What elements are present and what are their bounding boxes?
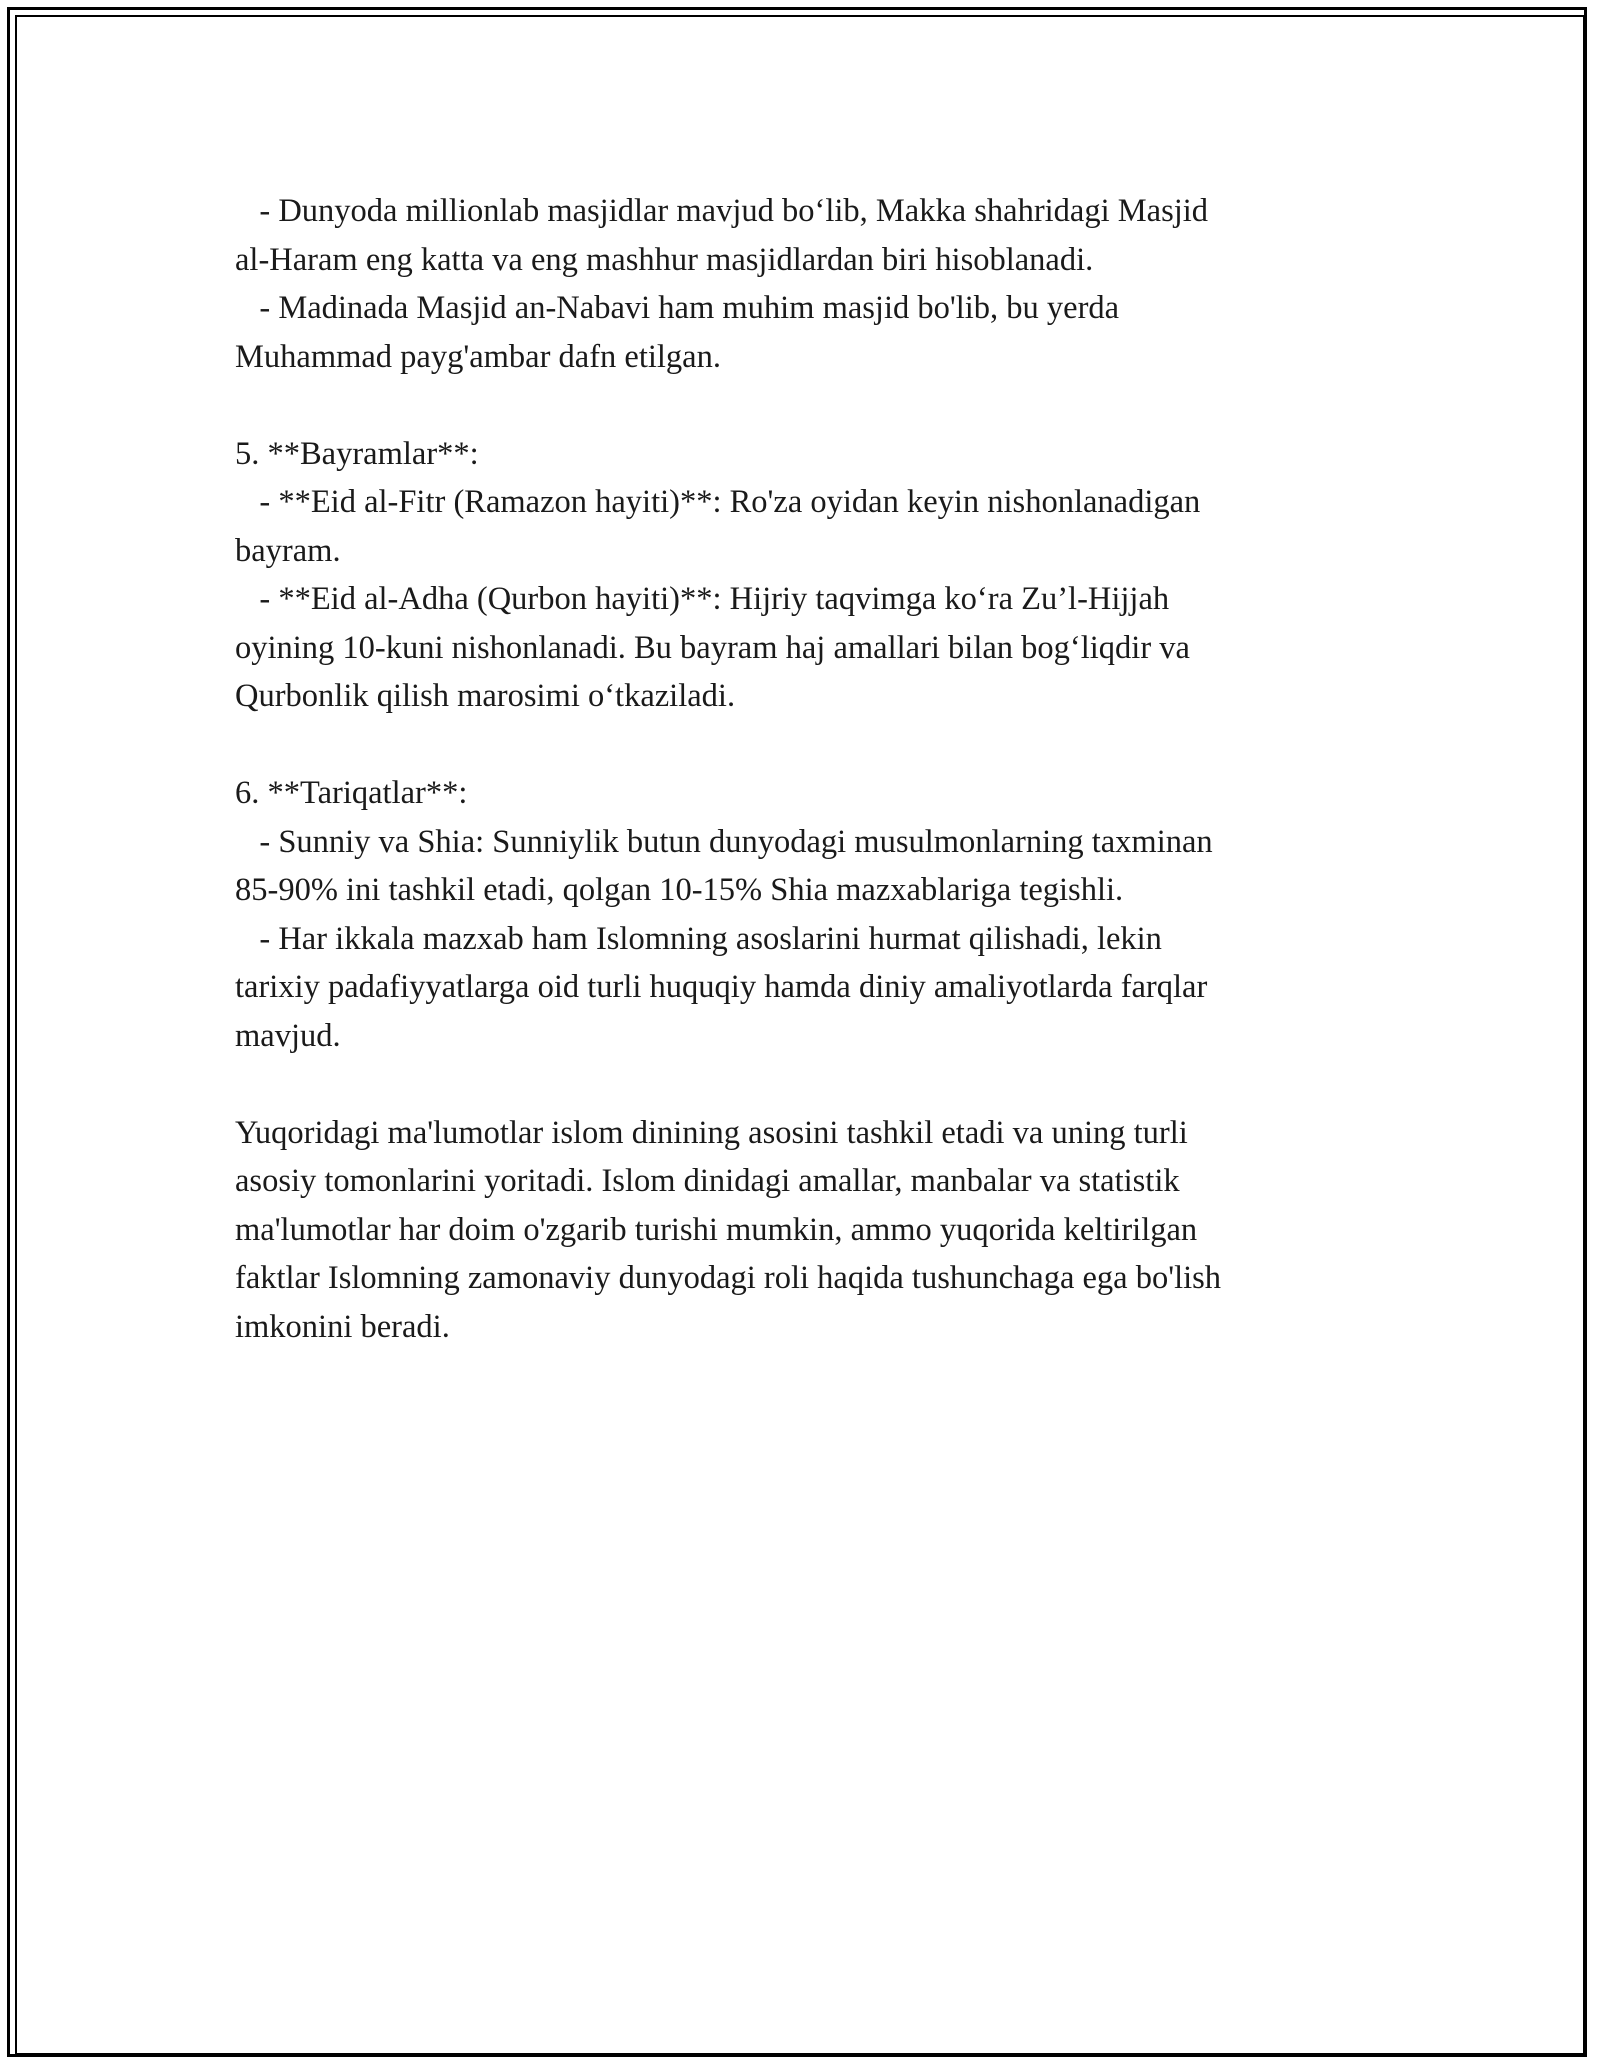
conclusion-paragraph [235, 1109, 1365, 1352]
paragraph-spacer [235, 721, 1365, 770]
text-line: - Sunniy va Shia: Sunniylik butun dunyodagi musulmonlarning taxminan [235, 823, 1213, 860]
text-line: tarixiy padafiyyatlarga oid turli huquqiy hamda diniy amaliyotlarda farqlar [235, 969, 1208, 1005]
text-line: - **Eid al-Adha (Qurbon hayiti)**: Hijriy taqvimga ko‘ra Zu’l-Hijjah [235, 581, 1170, 617]
text-line: - Madinada Masjid an-Nabavi ham muhim masjid bo'lib, bu yerda [235, 290, 1120, 326]
text-line: bayram. [235, 532, 341, 569]
text-line: oyining 10-kuni nishonlanadi. Bu bayram haj amallari bilan bog‘liqdir va [235, 629, 1190, 666]
text-line: Muhammad payg'ambar dafn etilgan. [235, 338, 721, 375]
text-line: al-Haram eng katta va eng mashhur masjidlardan biri hisoblanadi. [235, 241, 1094, 278]
text-line: imkonini beradi. [235, 1308, 450, 1345]
text-line: - **Eid al-Fitr (Ramazon hayiti)**: Ro'za oyidan keyin nishonlanadigan [235, 484, 1201, 520]
document-body [235, 187, 1365, 1351]
text-line: - Har ikkala mazxab ham Islomning asoslarini hurmat qilishadi, lekin [235, 920, 1162, 957]
paragraph-spacer [235, 1060, 1365, 1109]
text-line: Yuqoridagi ma'lumotlar islom dinining asosini tashkil etadi va uning turli [235, 1114, 1188, 1151]
section-5-bayramlar [235, 430, 1365, 721]
masjid-bullets-paragraph [235, 187, 1365, 381]
paragraph-spacer [235, 381, 1365, 430]
section-heading: 5. **Bayramlar**: [235, 435, 479, 472]
text-line: ma'lumotlar har doim o'zgarib turishi mumkin, ammo yuqorida keltirilgan [235, 1211, 1198, 1248]
text-line: mavjud. [235, 1017, 341, 1054]
section-6-tariqatlar [235, 769, 1365, 1060]
text-line: asosiy tomonlarini yoritadi. Islom dinidagi amallar, manbalar va statistik [235, 1163, 1180, 1199]
text-line: - Dunyoda millionlab masjidlar mavjud bo‘lib, Makka shahridagi Masjid [235, 193, 1209, 229]
text-line: Qurbonlik qilish marosimi o‘tkaziladi. [235, 678, 736, 714]
section-heading: 6. **Tariqatlar**: [235, 775, 468, 811]
text-line: 85-90% ini tashkil etadi, qolgan 10-15% Shia mazxablariga tegishli. [235, 872, 1124, 908]
text-line: faktlar Islomning zamonaviy dunyodagi roli haqida tushunchaga ega bo'lish [235, 1260, 1222, 1296]
